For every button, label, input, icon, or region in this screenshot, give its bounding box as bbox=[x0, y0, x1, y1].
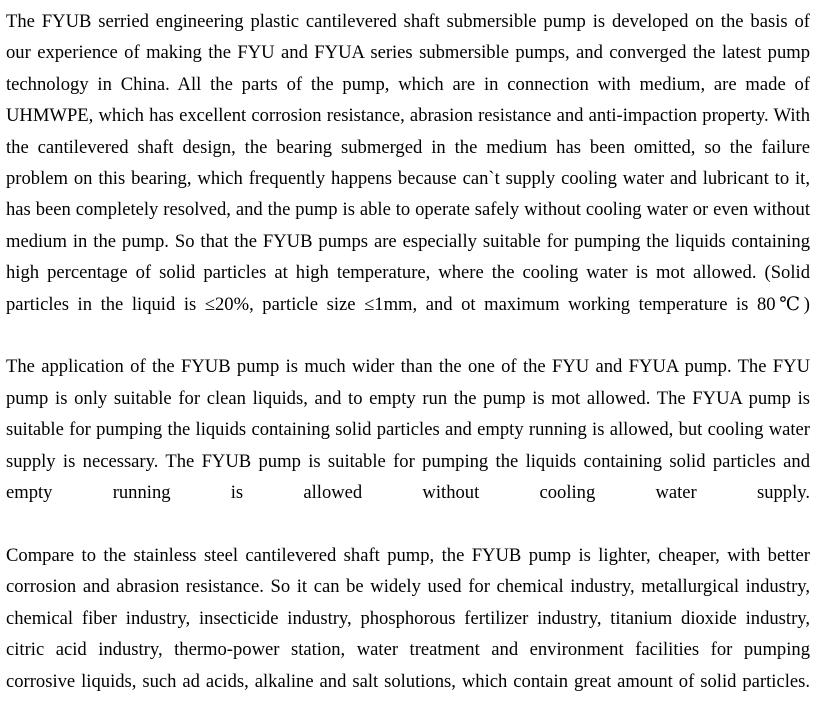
paragraph-product-overview: The FYUB serried engineering plastic cantilevered shaft submersible pump is developed on the basis of our experience of making the FYU and FYUA series submersible pumps, and converged the latest pump technology in China. All the parts of the pump, which are in connection with medium, are made of UHMWPE, which has excellent corrosion resistance, abrasion resistance and anti-impaction property. With the cantilevered shaft design, the bearing submerged in the medium has been omitted, so the failure problem on this bearing, which frequently happens because can`t supply cooling water and lubricant to it, has been completely resolved, and the pump is able to operate safely without cooling water or even without medium in the pump. So that the FYUB pumps are especially suitable for pumping the liquids containing high percentage of solid particles at high temperature, where the cooling water is mot allowed. (Solid particles in the liquid is ≤20%, particle size ≤1mm, and ot maximum working temperature is 80℃) bbox=[6, 11, 810, 315]
paragraph-material-advantages: Compare to the stainless steel cantilevered shaft pump, the FYUB pump is lighter, cheaper, with better corrosion and abrasion resistance. So it can be widely used for chemical industry, metallurgical industry, chemical fiber industry, insecticide industry, phosphorous fertilizer industry, titanium dioxide industry, citric acid industry, thermo-power station, water treatment and environment facilities for pumping corrosive liquids, such ad acids, alkaline and salt solutions, which contain great amount of solid particles. bbox=[6, 544, 810, 692]
paragraph-application-comparison: The application of the FYUB pump is much wider than the one of the FYU and FYUA pump. The FYU pump is only suitable for clean liquids, and to empty run the pump is mot allowed. The FYUA pump is suitable for pumping the liquids containing solid particles and empty running is allowed, but cooling water supply is necessary. The FYUB pump is suitable for pumping the liquids containing solid particles and empty running is allowed without cooling water supply. bbox=[6, 356, 810, 504]
